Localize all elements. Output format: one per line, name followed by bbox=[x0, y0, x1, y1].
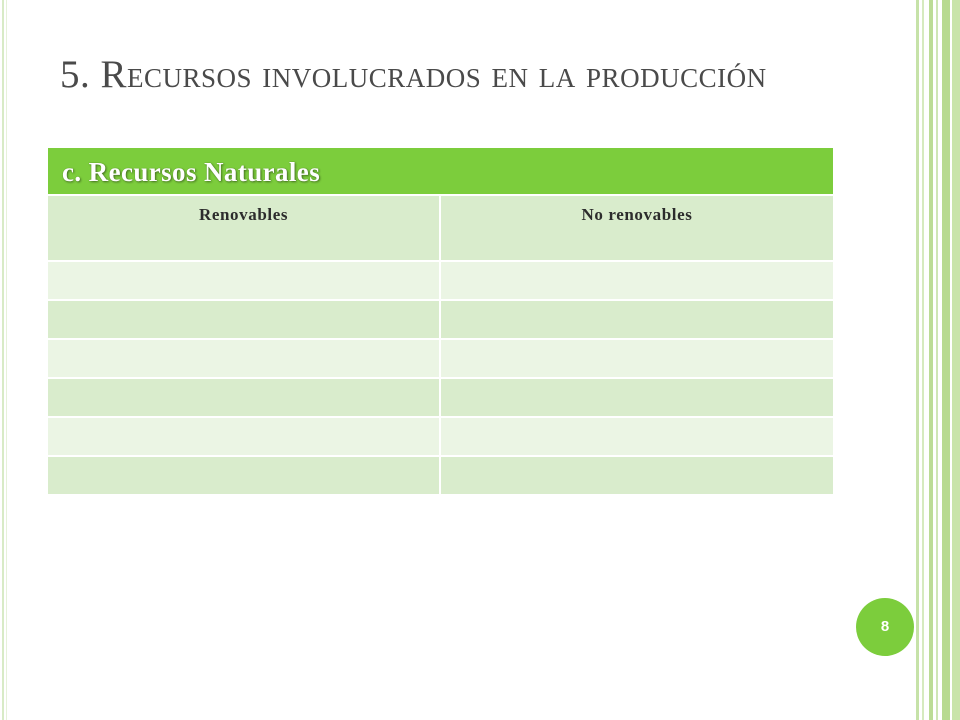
table-row bbox=[48, 379, 833, 418]
page-number-badge: 8 bbox=[856, 598, 914, 656]
table-cell[interactable] bbox=[441, 379, 833, 418]
table-cell[interactable] bbox=[48, 457, 441, 496]
natural-resources-table bbox=[48, 148, 833, 496]
table-row bbox=[48, 457, 833, 496]
slide-title: 5. Recursos involucrados en la producción bbox=[60, 53, 767, 96]
column-header-non-renewable: No renovables bbox=[441, 196, 833, 262]
table-row bbox=[48, 301, 833, 340]
table-cell[interactable] bbox=[48, 301, 441, 340]
table-caption-text: c. Recursos Naturales bbox=[62, 157, 321, 187]
table-cell[interactable] bbox=[48, 379, 441, 418]
table-cell[interactable] bbox=[48, 340, 441, 379]
table-cell[interactable] bbox=[441, 301, 833, 340]
table-cell[interactable] bbox=[441, 340, 833, 379]
table-cell[interactable] bbox=[441, 457, 833, 496]
right-border-decoration bbox=[916, 0, 960, 720]
left-border-decoration bbox=[0, 0, 10, 720]
column-header-renewable: Renovables bbox=[48, 196, 441, 262]
table-cell[interactable] bbox=[48, 418, 441, 457]
table-cell[interactable] bbox=[441, 418, 833, 457]
table-row bbox=[48, 340, 833, 379]
table-cell[interactable] bbox=[441, 262, 833, 301]
table-caption bbox=[48, 148, 833, 196]
table-row bbox=[48, 418, 833, 457]
table-cell[interactable] bbox=[48, 262, 441, 301]
table-row bbox=[48, 262, 833, 301]
table-header-row bbox=[48, 196, 833, 262]
